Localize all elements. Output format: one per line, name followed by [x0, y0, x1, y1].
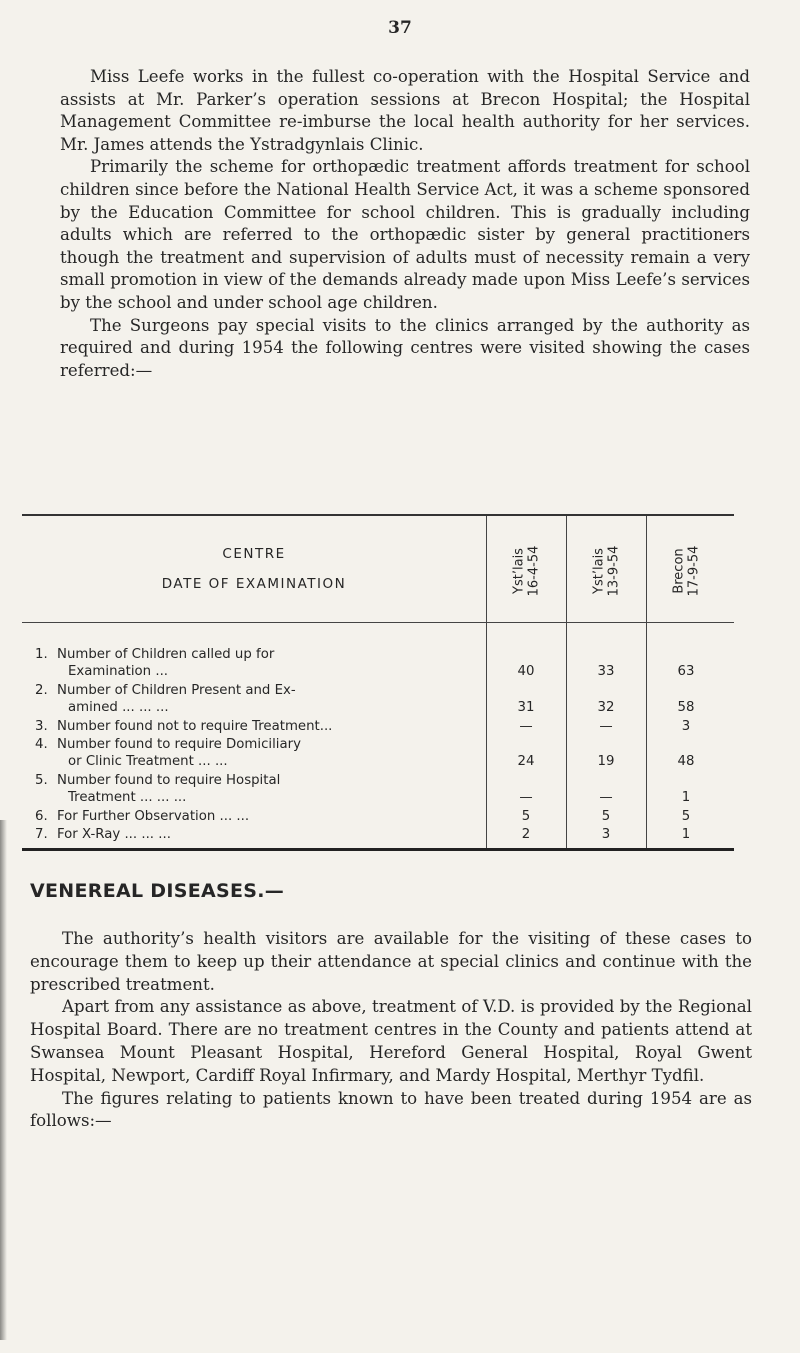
- table-cell: 33: [597, 664, 615, 679]
- paragraph-hospital-service: Miss Leefe works in the fullest co-operation with the Hospital Service and assists at Mr. Parker’s operation sessions at Brecon Hospital; the Hospital Management Committee re-imburse the local health authority for her services. Mr. James attends the Ystradgynlais Clinic.: [60, 67, 750, 154]
- table-cell: 5: [681, 809, 691, 824]
- intro-text: [60, 66, 750, 382]
- column-header-brecon: Brecon 17-9-54: [671, 545, 701, 597]
- table-cell: 1: [681, 827, 691, 842]
- table-row-label: 4. Number found to require Domiciliary or Clinic Treatment ... ...: [35, 737, 301, 769]
- table-cell: —: [599, 790, 613, 805]
- header-date: DATE OF EXAMINATION: [161, 576, 347, 592]
- table-cell: 3: [681, 719, 691, 734]
- table-cell: 31: [517, 700, 535, 715]
- paragraph-orthopaedic-scheme: Primarily the scheme for orthopædic treatment affords treatment for school children since before the National Health Service Act, it was a scheme sponsored by the Education Committee for school children. This is gradually including adults which are referred to the orthopædic sister by general practitioners though the treatment and supervision of adults must of necessity remain a very small promotion in view of the demands already made upon Miss Leefe’s services by the school and under school age children.: [60, 157, 750, 312]
- page-number: 37: [388, 18, 412, 38]
- table-cell: 48: [677, 754, 695, 769]
- table-cell: 5: [521, 809, 531, 824]
- examination-table: [22, 514, 734, 851]
- paragraph-figures: The figures relating to patients known to have been treated during 1954 are as follows:—: [30, 1088, 752, 1131]
- table-row-label: 1. Number of Children called up for Examination ...: [35, 647, 275, 679]
- paragraph-surgeon-visits: The Surgeons pay special visits to the clinics arranged by the authority as required and during 1954 the following centres were visited showing the cases referred:—: [60, 315, 750, 380]
- table-row-label: 3. Number found not to require Treatment...: [35, 719, 333, 734]
- column-header-ystlais-april: Yst’lais 16-4-54: [511, 545, 541, 597]
- column-header-ystlais-september: Yst’lais 13-9-54: [591, 545, 621, 597]
- table-row-label: 6. For Further Observation ... ...: [35, 809, 250, 824]
- table-cell: 5: [601, 809, 611, 824]
- table-cell: 1: [681, 790, 691, 805]
- table-row-label: 5. Number found to require Hospital Treatment ... ... ...: [35, 773, 281, 805]
- header-divider: [22, 622, 734, 623]
- table-cell: 19: [597, 754, 615, 769]
- table-cell: 24: [517, 754, 535, 769]
- table-row-label: 7. For X-Ray ... ... ...: [35, 827, 171, 842]
- table-cell: 58: [677, 700, 695, 715]
- table-cell: 3: [601, 827, 611, 842]
- table-cell: 63: [677, 664, 695, 679]
- table-row-label: 2. Number of Children Present and Ex- amined ... ... ...: [35, 683, 296, 715]
- table-cell: 2: [521, 827, 531, 842]
- table-cell: 32: [597, 700, 615, 715]
- table-cell: —: [519, 719, 533, 734]
- paragraph-health-visitors: The authority’s health visitors are available for the visiting of these cases to encourage them to keep up their attendance at special clinics and continue with the prescribed treatment.: [30, 929, 752, 994]
- table-cell: —: [599, 719, 613, 734]
- paragraph-treatment-centres: Apart from any assistance as above, treatment of V.D. is provided by the Regional Hospital Board. There are no treatment centres in the County and patients attend at Swansea Mount Pleasant Hospital, Hereford General Hospital, Royal Gwent Hospital, Newport, Cardiff Royal Infirmary, and Mardy Hospital, Merthyr Tydfil.: [30, 997, 752, 1085]
- section-heading-venereal-diseases: VENEREAL DISEASES.—: [30, 880, 285, 902]
- page-edge-shadow: [0, 820, 7, 1340]
- table-cell: —: [519, 790, 533, 805]
- header-centre: CENTRE: [222, 546, 286, 562]
- venereal-diseases-text: [30, 928, 752, 1133]
- table-cell: 40: [517, 664, 535, 679]
